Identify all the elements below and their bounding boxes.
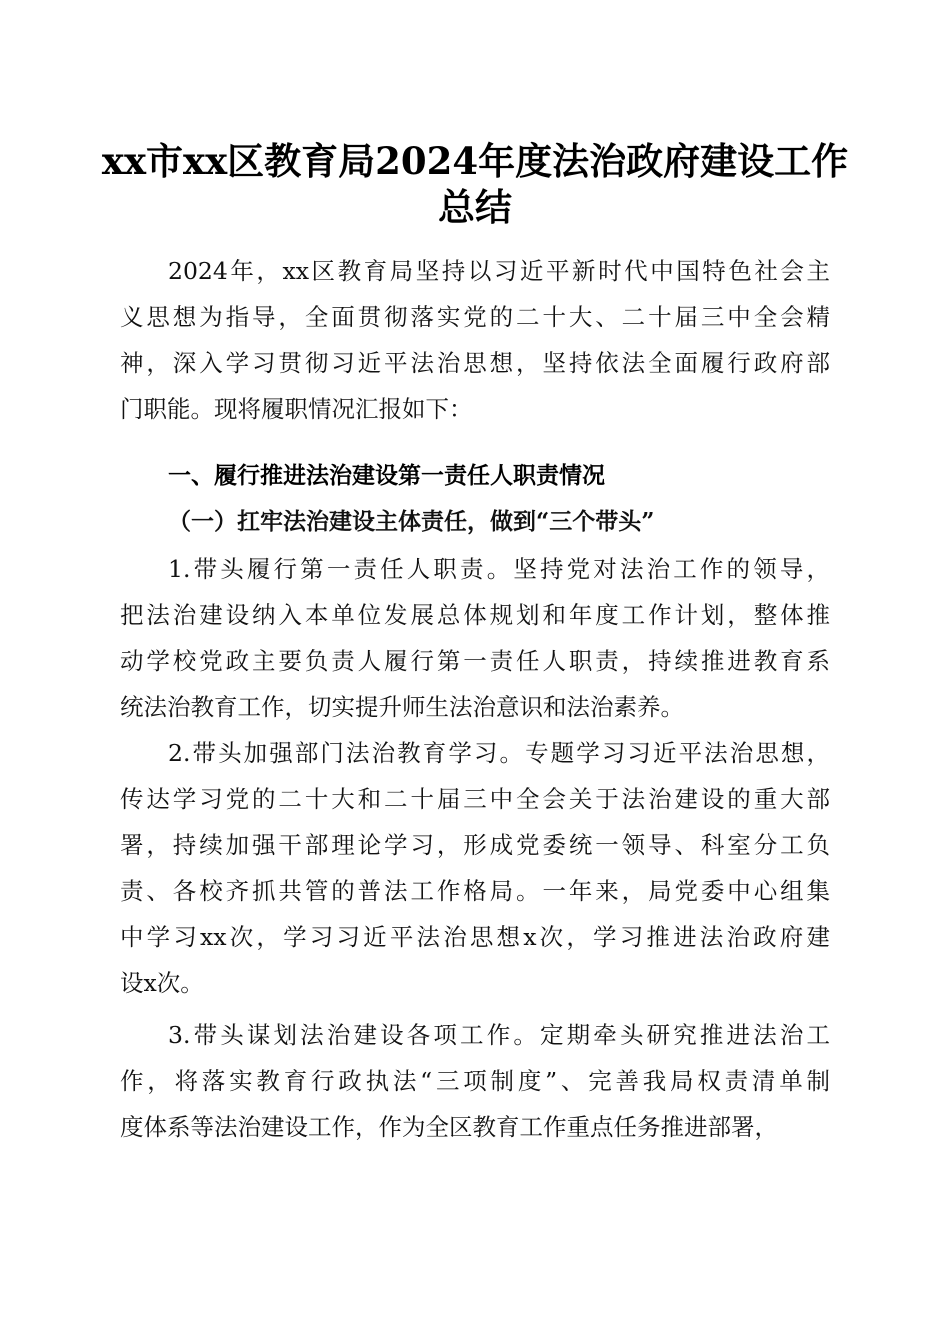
para2-line: 2.带头加强部门法治教育学习。专题学习习近平法治思想， [168, 739, 830, 767]
para2-line: 署，持续加强干部理论学习，形成党委统一领导、科室分工负 [120, 831, 830, 859]
para2-line: 责、各校齐抓共管的普法工作格局。一年来，局党委中心组集 [120, 877, 830, 905]
para3-line: 作，将落实教育行政执法“三项制度”、完善我局权责清单制 [120, 1067, 830, 1095]
intro-line: 2024年，xx区教育局坚持以习近平新时代中国特色社会主 [168, 257, 830, 285]
para1-line: 统法治教育工作，切实提升师生法治意识和法治素养。 [120, 693, 684, 721]
document-title-line-2: 总结 [438, 185, 512, 229]
para1-line: 把法治建设纳入本单位发展总体规划和年度工作计划，整体推 [120, 601, 830, 629]
para3-line: 3.带头谋划法治建设各项工作。定期牵头研究推进法治工 [168, 1021, 830, 1049]
para3-line: 度体系等法治建设工作，作为全区教育工作重点任务推进部署， [120, 1113, 778, 1141]
intro-line: 神，深入学习贯彻习近平法治思想，坚持依法全面履行政府部 [120, 349, 830, 377]
para1-line: 1.带头履行第一责任人职责。坚持党对法治工作的领导， [168, 555, 830, 583]
para2-line: 设x次。 [120, 969, 204, 997]
document-title-line-1: xx市xx区教育局2024年度法治政府建设工作 [101, 139, 849, 183]
document-body [120, 248, 830, 1148]
intro-line: 门职能。现将履职情况汇报如下： [120, 395, 473, 423]
intro-line: 义思想为指导，全面贯彻落实党的二十大、二十届三中全会精 [120, 303, 830, 331]
para2-line: 中学习xx次，学习习近平法治思想x次，学习推进法治政府建 [120, 923, 830, 951]
subsection-heading-1: （一）扛牢法治建设主体责任，做到“三个带头” [168, 508, 655, 535]
para1-line: 动学校党政主要负责人履行第一责任人职责，持续推进教育系 [120, 647, 830, 675]
para2-line: 传达学习党的二十大和二十届三中全会关于法治建设的重大部 [120, 785, 830, 813]
section-heading-1: 一、履行推进法治建设第一责任人职责情况 [168, 463, 605, 489]
